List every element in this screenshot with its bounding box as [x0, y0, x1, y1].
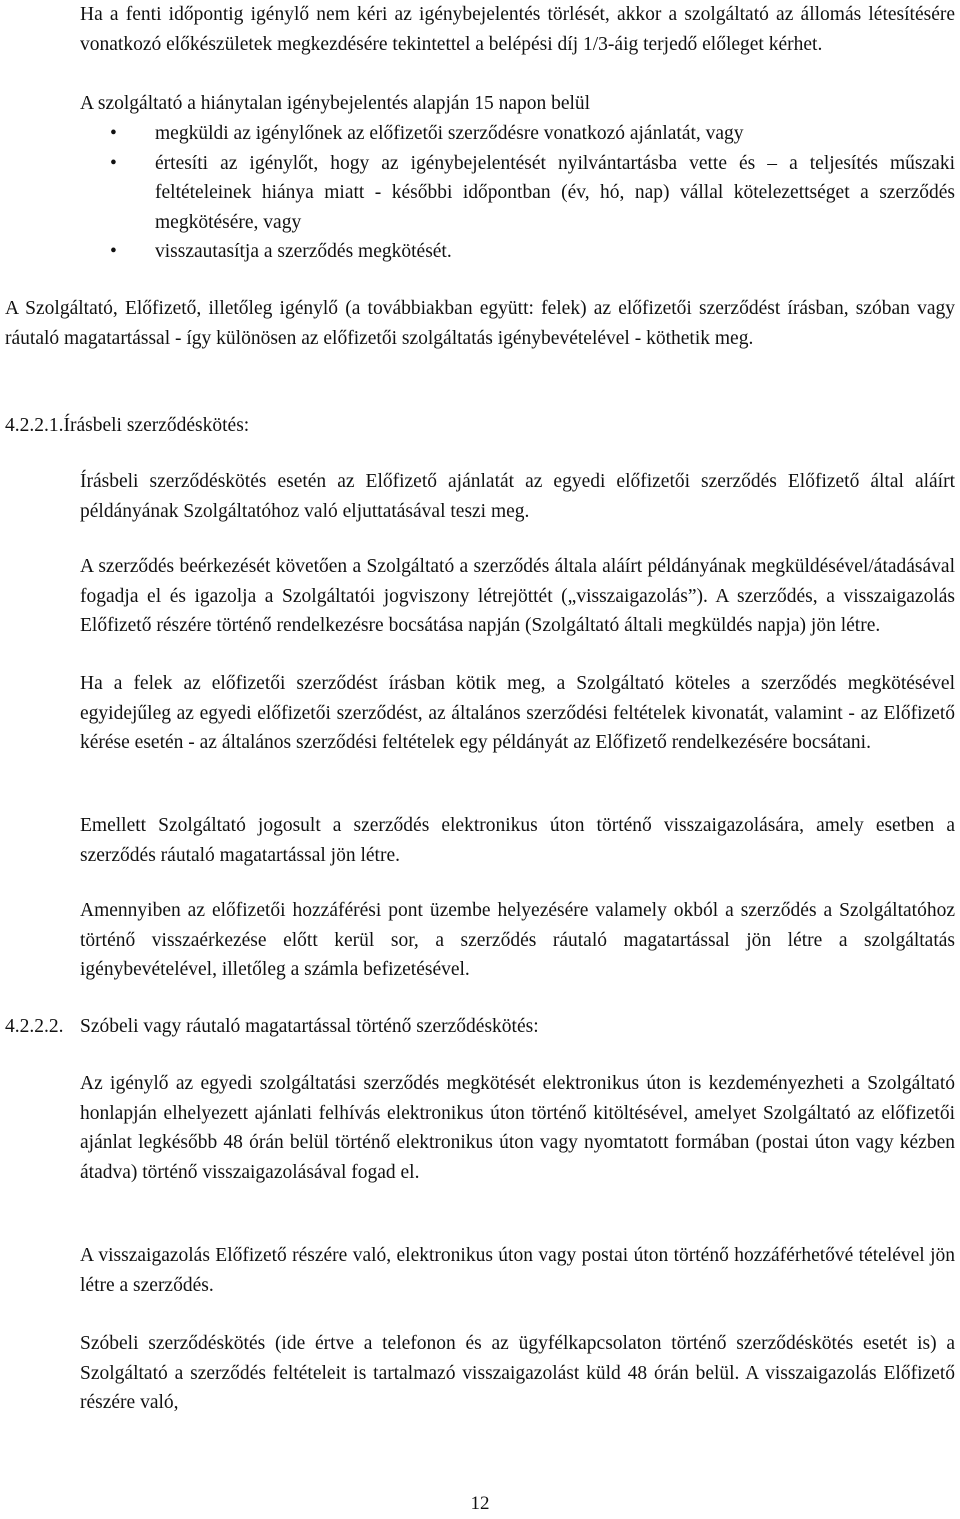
section-heading-written: [5, 411, 249, 441]
oral-paragraph-1: Az igénylő az egyedi szolgáltatási szerződés megkötését elektronikus úton is kezdeményezheti a Szolgáltató honlapján elhelyezett ajánlati felhívás elektronikus úton történő kitöltésével, amelyet Szolgáltató az előfizetői ajánlat legkésőbb 48 órán belül történő elektronikus úton vagy nyomtatott formában (postai úton vagy kézben átadva) történő visszaigazolásával fogad el.: [80, 1073, 955, 1183]
oral-paragraph-3: Szóbeli szerződéskötés (ide értve a telefonon és az ügyfélkapcsolaton történő szerződéskötés esetét is) a Szolgáltató a szerződés feltételeit is tartalmazó visszaigazolást küld 48 órán belül. A visszaigazolás Előfizető részére való,: [80, 1333, 955, 1414]
oral-paragraph-2: A visszaigazolás Előfizető részére való, elektronikus úton vagy postai úton történő hozzáférhetővé tételével jön létre a szerződés.: [80, 1245, 955, 1296]
written-paragraph-2: A szerződés beérkezését követően a Szolgáltató a szerződés általa aláírt példányának megküldésével/átadásával fogadja el és igazolja a Szolgáltatói jogviszony létrejöttét („visszaigazolás”). A szerződés, a visszaigazolás Előfizető részére történő rendelkezésre bocsátása napján (Szolgáltató általi megküldés napja) jön létre.: [80, 556, 955, 637]
intro-paragraph-2: A szolgáltató a hiánytalan igénybejelentés alapján 15 napon belül: [80, 93, 591, 114]
written-paragraph-5: Amennyiben az előfizetői hozzáférési pont üzembe helyezésére valamely okból a szerződés a Szolgáltatóhoz történő visszaérkezése előtt kerül sor, a szerződés ráutaló magatartással jön létre a szolgáltatás igénybevételével, illetőleg a számla befizetésével.: [80, 900, 955, 981]
list-item-text: visszautasítja a szerződés megkötését.: [155, 241, 452, 263]
list-item: [110, 149, 955, 238]
list-item-text: értesíti az igénylőt, hogy az igénybejelentését nyilvántartásba vette és – a teljesítés műszaki feltételeinek hiánya miatt - későbbi időpontban (év, hó, nap) vállal kötelezettséget a szerződés megkötésére, vagy: [155, 152, 955, 233]
list-item-text: megküldi az igénylőnek az előfizetői szerződésre vonatkozó ajánlatát, vagy: [155, 123, 744, 144]
section-title: Szóbeli vagy ráutaló magatartással történő szerződéskötés:: [80, 1016, 539, 1037]
response-options-list: [110, 119, 955, 267]
bullet-icon: •: [110, 123, 117, 144]
section-heading-oral: [5, 1012, 539, 1042]
page-number: 12: [470, 1493, 490, 1514]
bullet-icon: •: [110, 241, 117, 263]
list-item: [110, 237, 955, 267]
written-paragraph-1: Írásbeli szerződéskötés esetén az Előfizető ajánlatát az egyedi előfizetői szerződés Előfizető által aláírt példányának Szolgáltatóhoz való eljuttatásával teszi meg.: [80, 471, 955, 522]
intro-paragraph-3: A Szolgáltató, Előfizető, illetőleg igénylő (a továbbiakban együtt: felek) az előfizetői szerződést írásban, szóban vagy ráutaló magatartással - így különösen az előfizetői szolgáltatás igénybevételével - köthetik meg.: [5, 298, 955, 349]
written-paragraph-4: Emellett Szolgáltató jogosult a szerződés elektronikus úton történő visszaigazolására, amely esetben a szerződés ráutaló magatartással jön létre.: [80, 815, 955, 866]
section-number: 4.2.2.2.: [5, 1016, 64, 1037]
section-number: 4.2.2.1.: [5, 415, 64, 436]
intro-paragraph-1: Ha a fenti időpontig igénylő nem kéri az igénybejelentés törlését, akkor a szolgáltató az állomás létesítésére vonatkozó előkészületek megkezdésére tekintettel a belépési díj 1/3-áig terjedő előleget kérhet.: [80, 4, 955, 55]
section-title: Írásbeli szerződéskötés:: [63, 415, 250, 436]
list-item: [110, 119, 955, 149]
bullet-icon: •: [110, 152, 117, 174]
written-paragraph-3: Ha a felek az előfizetői szerződést írásban kötik meg, a Szolgáltató köteles a szerződés megkötésével egyidejűleg az egyedi előfizetői szerződést, az általános szerződési feltételek kivonatát, valamint - az Előfizető kérése esetén - az általános szerződési feltételek egy példányát az Előfizető rendelkezésére bocsátani.: [80, 673, 955, 754]
